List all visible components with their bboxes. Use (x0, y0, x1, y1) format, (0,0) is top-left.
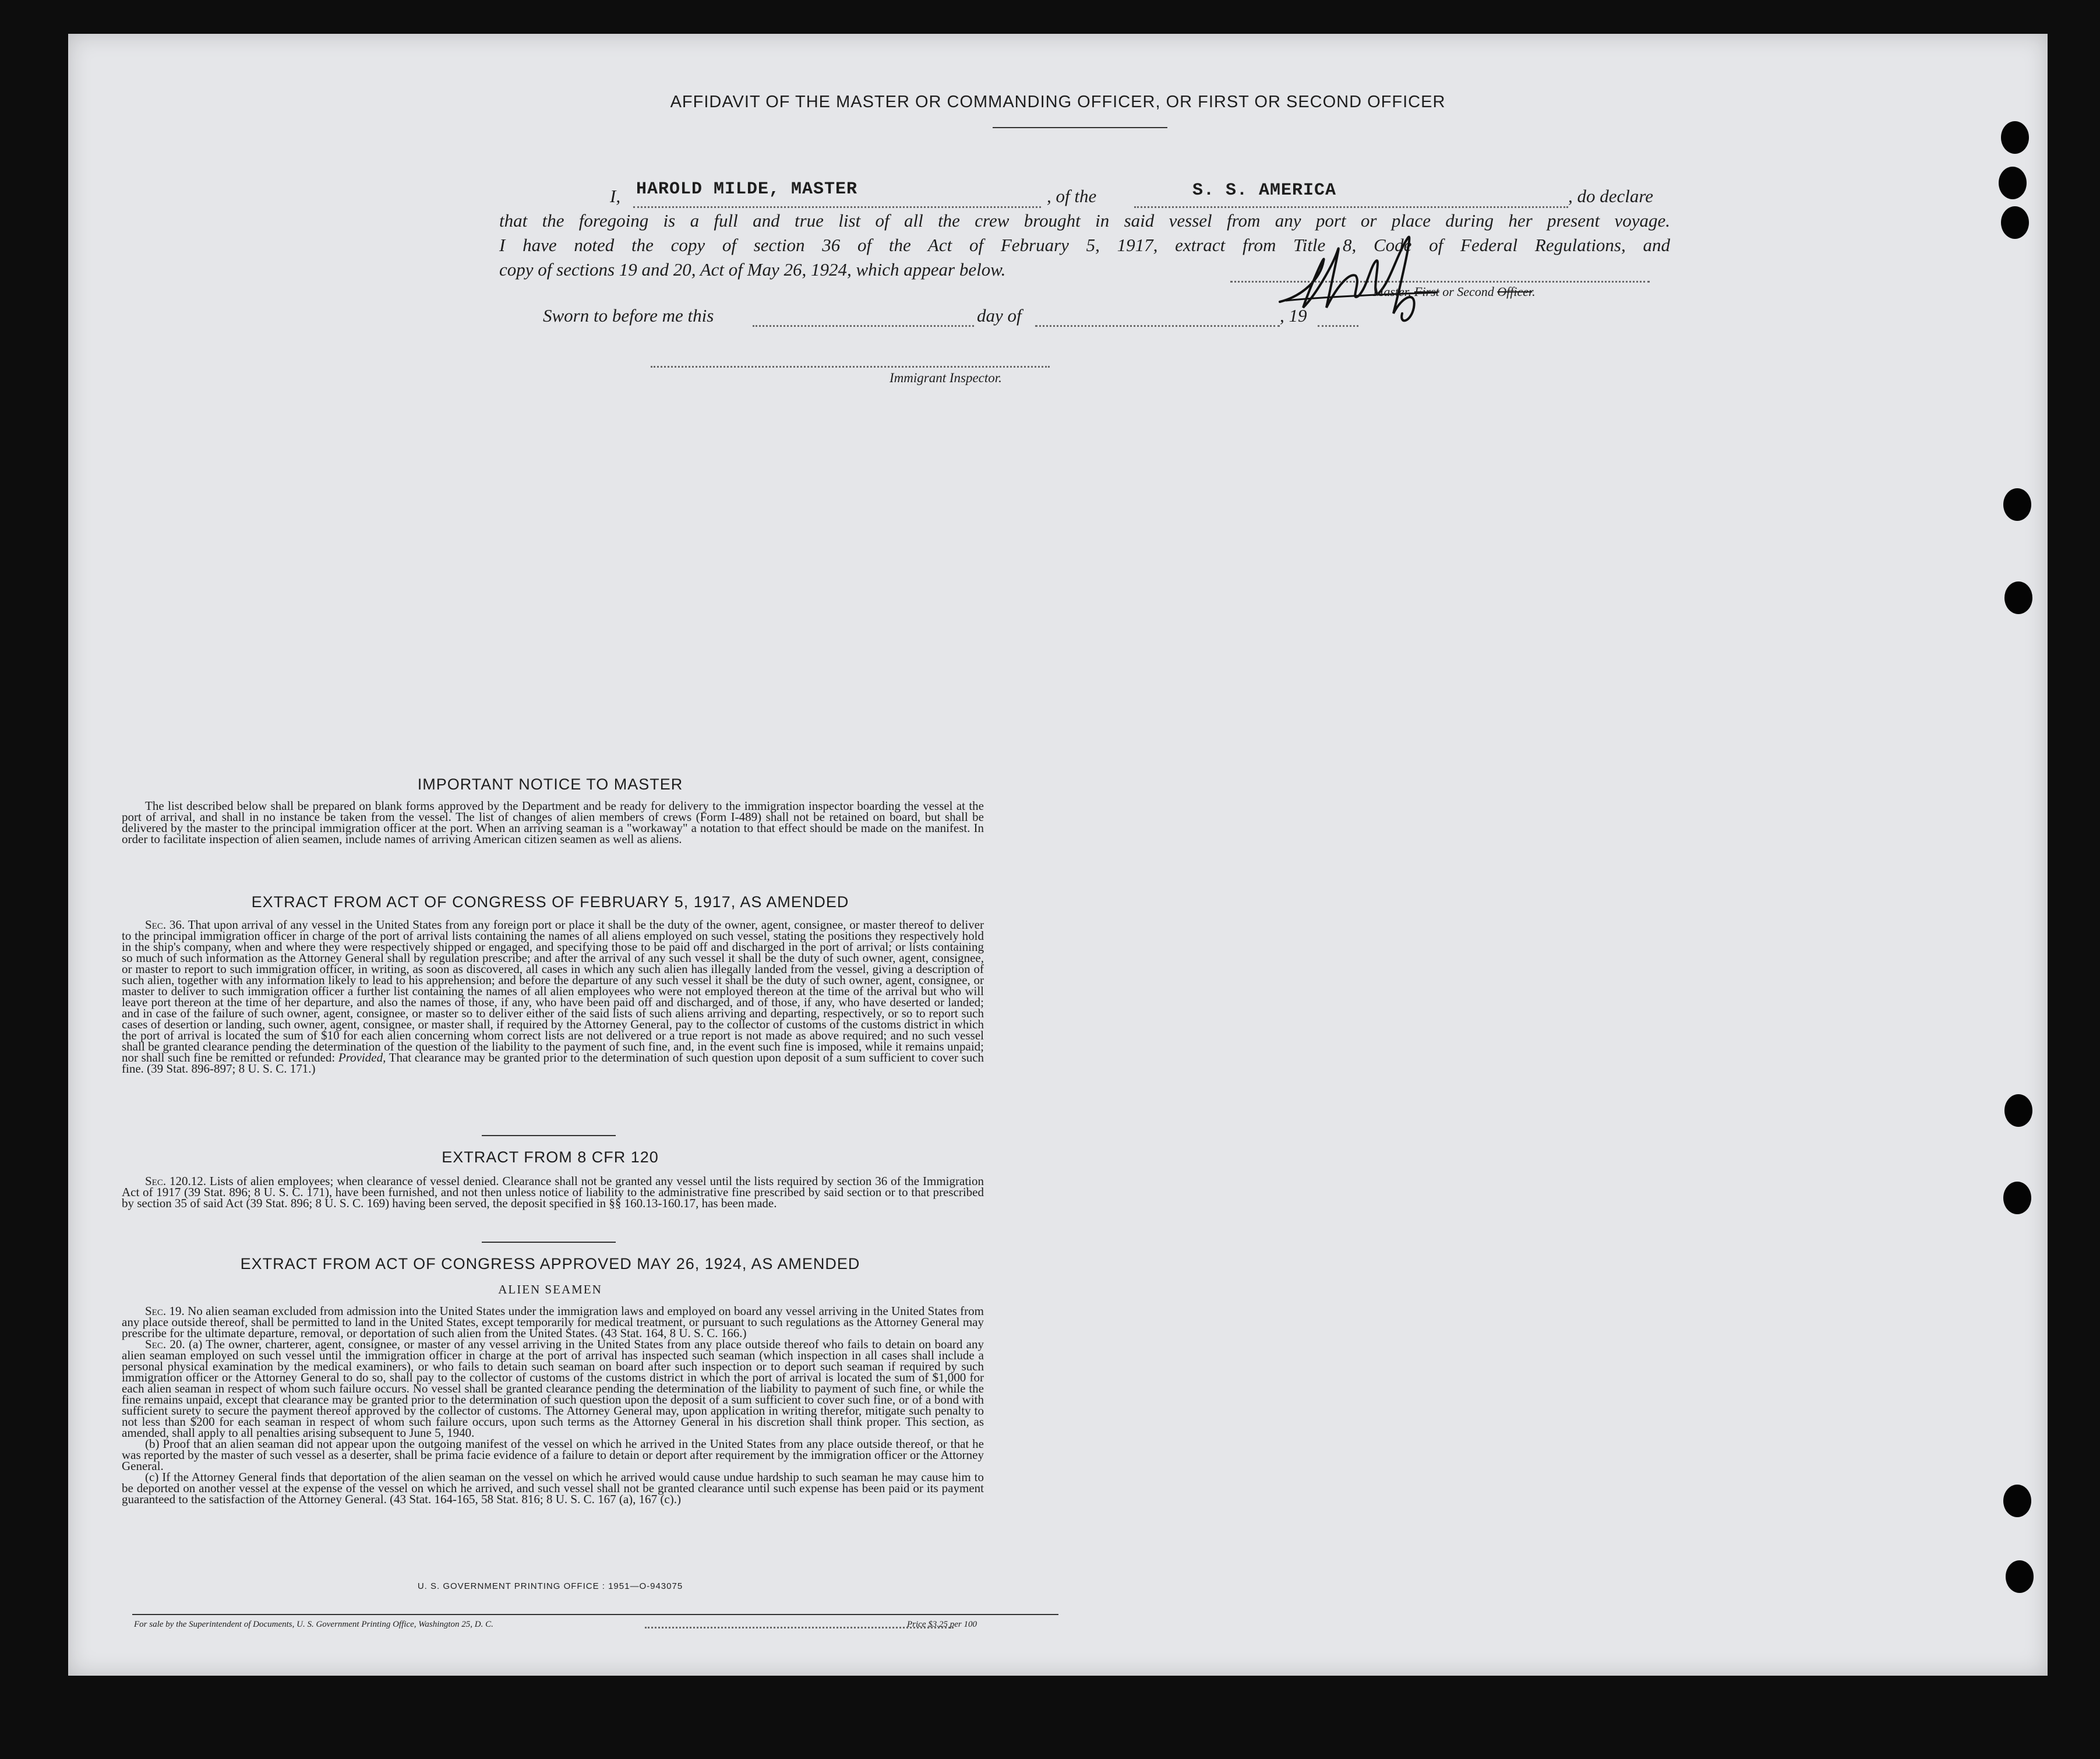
declaration-line-2: that the foregoing is a full and true list of all the crew brought in said vessel from any port or place during her present voyage. (499, 210, 1670, 231)
notice-heading: IMPORTANT NOTICE TO MASTER (417, 775, 683, 793)
sworn-label: Sworn to before me this (543, 305, 714, 326)
day-of-label: day of (977, 305, 1022, 326)
of-the-text: , of the (1047, 186, 1097, 206)
printing-office-imprint: U. S. GOVERNMENT PRINTING OFFICE : 1951—O-943075 (417, 1581, 683, 1591)
sec-20c-text: (c) If the Attorney General finds that deportation of the alien seaman on the vessel on which he arrived would cause undue hardship to such seaman he may cause him to be deported on another vessel at the expense of the vessel on which he arrived, and such vessel shall not be granted clearance until such expense has been paid or its payment guaranteed to the satisfaction of the Attorney General. (43 Stat. 164-165, 58 Stat. 816; 8 U. S. C. 167 (a), 167 (c).) (122, 1470, 984, 1506)
cfr-heading: EXTRACT FROM 8 CFR 120 (442, 1148, 659, 1166)
sec-20-label: Sec. 20. (145, 1337, 185, 1351)
sec-19-text: No alien seaman excluded from admission into the United States under the immigration laws and employed on board any vessel arriving in the United States from any place outside thereof, shall be permitted to land in the United States, except temporarily for medical treatment, or pursuant to such regulations as the Attorney General may prescribe for the ultimate departure, removal, or deportation of such alien from the United States. (43 Stat. 164, 8 U. S. C. 166.) (122, 1304, 984, 1340)
alien-seamen-subheading: ALIEN SEAMEN (498, 1282, 602, 1296)
notice-text: The list described below shall be prepared on blank forms approved by the Department and be ready for delivery to the immigration inspector boarding the vessel at the port of arrival, and shall in no instance be taken from the vessel. The list of changes of alien members of crews (Form I-489) shall not be retained on board, but shall be delivered by the master to the principal immigration officer at the port. When an arriving seaman is a "workaway" a notation to that effect should be made on the manifest. In order to facilitate inspection of alien seamen, include names of arriving American citizen seamen as well as aliens. (122, 799, 984, 846)
inspector-signature-line (651, 366, 1050, 368)
do-declare-text: , do declare (1568, 186, 1654, 206)
footer-rule (132, 1614, 1058, 1615)
punch-hole (2004, 1094, 2032, 1127)
divider-1 (482, 1135, 616, 1136)
extract-1917-body (122, 919, 984, 1074)
price-note: Price $3.25 per 100 (907, 1620, 977, 1629)
title-divider (993, 127, 1167, 128)
punch-hole (2003, 1485, 2031, 1517)
vessel-name-field: S. S. AMERICA (1192, 181, 1337, 200)
sec-36-end: That clearance may be granted prior to the determination of such question upon deposit of a sum sufficient to cover such fine. (39 Stat. 896-897; 8 U. S. C. 171.) (122, 1051, 984, 1076)
caption-period: . (1532, 284, 1536, 299)
sworn-year-line (1318, 325, 1358, 327)
inspector-caption: Immigrant Inspector. (890, 371, 1002, 385)
extract-1924-body (122, 1306, 984, 1505)
sworn-day-line (753, 325, 974, 327)
sec-120-text: Lists of alien employees; when clearance of vessel denied. Clearance shall not be granted any vessel until the lists required by section 36 of the Immigration Act of 1917 (39 Stat. 896; 8 U. S. C. 171), have been furnished, and not then unless notice of liability to the administrative fine prescribed by said section or to that prescribed by section 35 of said Act (39 Stat. 896; 8 U. S. C. 169) having been served, the deposit specified in §§ 160.13-160.17, has been made. (122, 1174, 984, 1210)
punch-hole (2003, 488, 2031, 521)
name-line (633, 206, 1041, 208)
declarant-pronoun: I, (610, 186, 621, 206)
sec-36-text: That upon arrival of any vessel in the United States from any foreign port or place it shall be the duty of the owner, agent, consignee, or master thereof to deliver to the principal immigration officer in charge of the port of arrival lists containing the names of all aliens employed on such vessel, stating the positions they respectively hold in the ship's company, when and where they were respectively shipped or engaged, and specifying those to be paid off and discharged in the port of arrival; or lists containing so much of such information as the Attorney General shall by regulation prescribe; and after the arrival of any such vessel it shall be the duty of such owner, agent, consignee, or master to report to such immigration officer, in writing, as soon as discovered, all cases in which any such alien has illegally landed from the vessel, giving a description of such alien, together with any information likely to lead to his apprehension; and before the departure of any such vessel it shall be the duty of such owner, agent, consignee, or master to deliver to such immigration officer a further list containing the names of all alien employees who were not employed thereon at the time of the arrival but who will leave port thereon at the time of her departure, and also the names of those, if any, who have been paid off and discharged, and of those, if any, who have deserted or landed; and in case of the failure of such owner, agent, consignee, or master so to deliver either of the said lists of such aliens arriving and departing, respectively, or so to report such cases of desertion or landing, such owner, agent, consignee, or master shall, if required by the Attorney General, pay to the collector of customs of the customs district in which the port of arrival is located the sum of $10 for each alien concerning whom correct lists are not delivered or a true report is not made as above required; and no such vessel shall be granted clearance pending the determination of the question of the liability to the payment of such fine, and, in the event such fine is imposed, while it remains unpaid; nor shall such fine be remitted or refunded: (122, 918, 984, 1064)
caption-or-second: or Second (1439, 284, 1498, 299)
punch-hole (2001, 121, 2029, 154)
punch-hole (2006, 1560, 2034, 1593)
sec-19-label: Sec. 19. (145, 1304, 185, 1318)
year-prefix: , 19 (1280, 305, 1307, 326)
caption-first-struck: First (1414, 284, 1439, 299)
notice-body (122, 801, 984, 845)
sec-20b-text: (b) Proof that an alien seaman did not appear upon the outgoing manifest of the vessel on which he arrived in the United States from any place outside thereof, or that he was reported by the master of such vessel as a deserter, shall be prima facie evidence of a failure to detain or deport after requirement by the immigration officer or the Attorney General. (122, 1437, 984, 1473)
sec-36-label: Sec. 36. (145, 918, 185, 932)
divider-2 (482, 1242, 616, 1243)
sec-120-label: Sec. 120.12. (145, 1174, 206, 1188)
punch-hole (2004, 581, 2032, 614)
punch-hole (2003, 1182, 2031, 1214)
caption-officer-struck: Officer (1497, 284, 1533, 299)
extract-1917-heading: EXTRACT FROM ACT OF CONGRESS OF FEBRUARY 5, 1917, AS AMENDED (251, 893, 849, 911)
for-sale-note: For sale by the Superintendent of Documents, U. S. Government Printing Office, Washington 25, D. C. (134, 1620, 493, 1629)
vessel-line (1134, 206, 1568, 208)
provided-word: Provided, (338, 1051, 386, 1064)
cfr-body (122, 1176, 984, 1209)
signature-caption (1373, 284, 1536, 299)
punch-hole (1999, 167, 2027, 199)
document-page (68, 34, 2048, 1676)
extract-1924-heading: EXTRACT FROM ACT OF CONGRESS APPROVED MAY 26, 1924, AS AMENDED (240, 1255, 860, 1272)
punch-hole (2001, 206, 2029, 239)
sec-20a-text: (a) The owner, charterer, agent, consignee, or master of any vessel arriving in the United States from any place outside thereof who fails to detain on board any alien seaman employed on such vessel until the immigration officer in charge at the port of arrival has inspected such seaman (which inspection in all cases shall include a personal physical examination by the medical examiners), or who fails to detain such seaman on board after such inspection or to deport such seaman if required by such immigration officer or the Attorney General to do so, shall pay to the collector of customs of the customs district in which the port of arrival is located the sum of $1,000 for each alien seaman in respect of whom such failure occurs. No vessel shall be granted clearance pending the determination of the liability to payment of such fine, or while the fine remains unpaid, except that clearance may be granted prior to the determination of such question upon the deposit of a sum sufficient to cover such fine, or of a bond with sufficient surety to secure the payment thereof approved by the collector of customs. The Attorney General may, upon application in writing therefor, mitigate such penalty to not less than $200 for each seaman in respect of whom such failure occurs, upon such terms as the Attorney General in his discretion shall think proper. This section, as amended, shall apply to all penalties arising subsequent to June 5, 1940. (122, 1337, 984, 1440)
sworn-month-line (1035, 325, 1280, 327)
affidavit-title: AFFIDAVIT OF THE MASTER OR COMMANDING OFFICER, OR FIRST OR SECOND OFFICER (670, 93, 1446, 111)
declaration-line-3: I have noted the copy of section 36 of the Act of February 5, 1917, extract from Title 8, Code of Federal Regulations, and (499, 235, 1670, 255)
master-name-field: HAROLD MILDE, MASTER (636, 179, 858, 199)
caption-master: Master, (1373, 284, 1414, 299)
declaration-line-4: copy of sections 19 and 20, Act of May 26, 1924, which appear below. (499, 259, 1006, 280)
